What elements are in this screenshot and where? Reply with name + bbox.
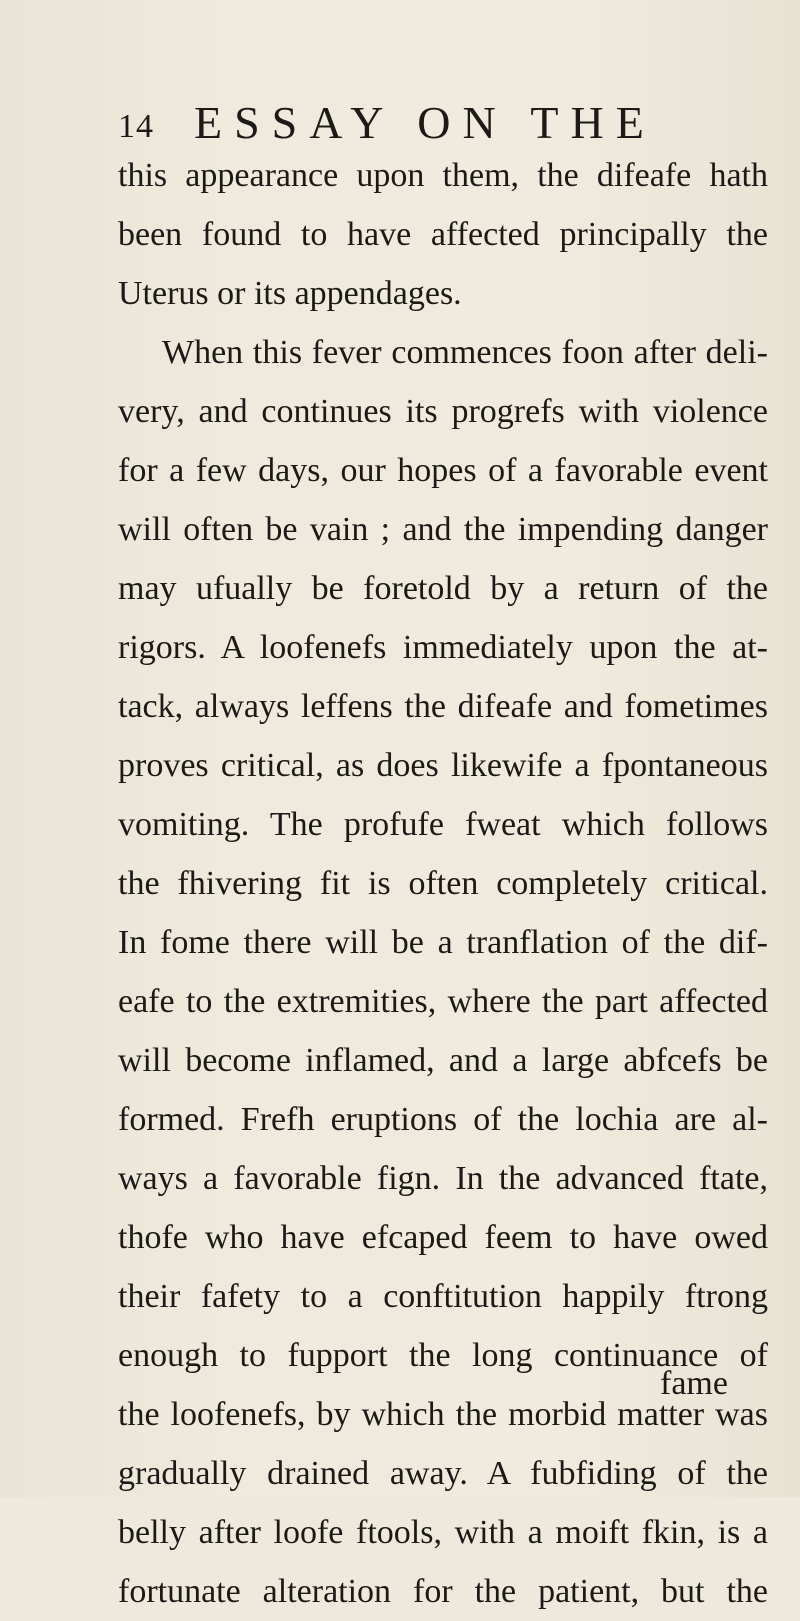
text-line: Uterus or its appendages. (118, 275, 462, 312)
text-line: enough to fupport the long continuance of (118, 1337, 768, 1374)
text-line: this appearance upon them, the difeafe hath (118, 157, 768, 194)
text-line: In fome there will be a tranflation of the dif- (118, 924, 768, 961)
text-line: formed. Frefh eruptions of the lochia are al- (118, 1101, 768, 1138)
text-line: will often be vain ; and the impending danger (118, 511, 768, 548)
text-line: ways a favorable fign. In the advanced ftate, (118, 1160, 768, 1197)
text-line: belly after loofe ftools, with a moift fkin, is a (118, 1514, 768, 1551)
text-line: very, and continues its progrefs with violence (118, 393, 768, 430)
text-line: may ufually be foretold by a return of the (118, 570, 768, 607)
text-line: thofe who have efcaped feem to have owed (118, 1219, 768, 1256)
text-line: fortunate alteration for the patient, but the (118, 1573, 768, 1610)
text-line: their fafety to a conftitution happily ftrong (118, 1278, 768, 1315)
page-number: 14 (118, 108, 154, 145)
text-line: the loofenefs, by which the morbid matter was (118, 1396, 768, 1433)
text-line: been found to have affected principally the (118, 216, 768, 253)
text-line: for a few days, our hopes of a favorable event (118, 452, 768, 489)
text-line: proves critical, as does likewife a fpontaneous (118, 747, 768, 784)
text-line: rigors. A loofenefs immediately upon the at- (118, 629, 768, 666)
text-line: vomiting. The profufe fweat which follows (118, 806, 768, 843)
text-line: tack, always leffens the difeafe and fometimes (118, 688, 768, 725)
text-line: gradually drained away. A fubfiding of the (118, 1455, 768, 1492)
text-line: eafe to the extremities, where the part affected (118, 983, 768, 1020)
text-line: will become inflamed, and a large abfcefs be (118, 1042, 768, 1079)
text-line: the fhivering fit is often completely critical. (118, 865, 768, 902)
catchword: fame (660, 1365, 728, 1402)
running-title: ESSAY ON THE (194, 97, 656, 148)
text-line: When this fever commences foon after deli- (162, 334, 768, 371)
